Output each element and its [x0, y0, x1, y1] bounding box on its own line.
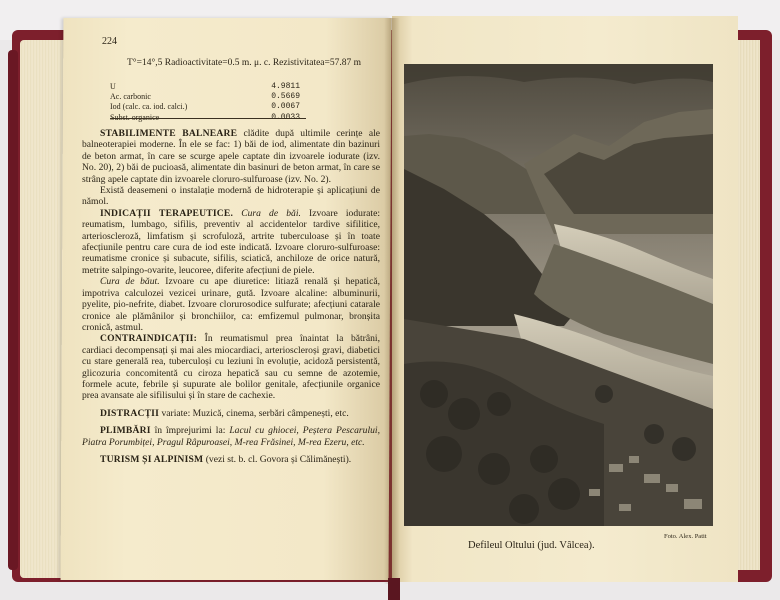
page-number: 224: [102, 36, 117, 47]
cura-baut-text: Izvoare cu ape diuretice: litiază renală și hepatică, impotriva calculozei vezicei urinare, gută. Izvoare alcaline: albuminurii, pyelite, pio-nefrite, diabet. Izvoare clorurosodice sulfurate; afecțiuni catarale cronice ale plămânilor și bronchiilor, ca: emfizemul pulmonar, bronșita cronică, astmul.: [82, 276, 380, 333]
distractii-text: variate: Muzică, cinema, serbări câmpenești, etc.: [161, 407, 349, 419]
indicatii-heading: INDICAȚII TERAPEUTICE.: [100, 207, 234, 219]
composition-value: 4.9811: [271, 82, 300, 91]
cura-baut-heading: Cura de băut.: [100, 276, 160, 288]
photo-caption: Defileul Oltului (jud. Vâlcea).: [468, 540, 595, 551]
cura-bai-heading: Cura de băi.: [241, 207, 301, 219]
plimbari-paragraph: [82, 425, 380, 448]
contraindicatii-paragraph: [82, 333, 380, 401]
indicatii-paragraph: [82, 208, 380, 276]
photo-credit: Foto. Alex. Patit: [664, 533, 707, 540]
valley-illustration: [404, 64, 713, 526]
turism-heading: TURISM ȘI ALPINISM: [100, 453, 204, 465]
book-gutter: [384, 18, 400, 584]
landscape-photo: [404, 64, 713, 526]
plimbari-lead: în împrejurimi la:: [154, 425, 226, 437]
contraindicatii-heading: CONTRAINDICAȚII:: [100, 333, 198, 345]
composition-label: Ac. carbonic: [110, 92, 151, 102]
distractii-heading: DISTRACȚII: [100, 407, 160, 419]
turism-paragraph: [82, 454, 380, 465]
composition-value: 0.0033: [271, 112, 300, 122]
turism-text: (vezi st. b. cl. Govora și Călimănești).: [205, 453, 352, 465]
plimbari-text: Lacul cu ghiocei, Peștera Pescarului, Piatra Porumbiței, Pragul Râpuroasei, M-rea Frăsinei, M-rea Ezeru, etc.: [82, 425, 380, 448]
bookmark-ribbon: [388, 578, 400, 600]
composition-row: [110, 82, 300, 92]
right-page-stack: [736, 40, 760, 570]
distractii-paragraph: [82, 408, 380, 419]
contraindicatii-text: În reumatismul prea înaintat la bătrâni, cardiaci decompensați și mai ales miocardiaci, arterioscleroși gravi, diabetici cu stare generală rea, tuberculoși cu leziuni în evoluție, acidoză persistentă, glicozuria concomitentă cu ciroza hepatică sau cu semne de azotemie, formele acute, febrile și supurate ale bolilor genitale, afecțiunile organice prea avansate ale sifilisului și în stare de cachexie.: [82, 333, 380, 402]
left-page-body: [82, 128, 380, 465]
composition-value: 0.5669: [271, 92, 300, 102]
composition-label: Iod (calc. ca. iod. calci.): [110, 102, 188, 112]
composition-value: 0.0067: [271, 102, 300, 112]
composition-table: [110, 82, 300, 123]
composition-row: [110, 102, 300, 112]
cura-baut-paragraph: [82, 276, 380, 333]
composition-row: [110, 92, 300, 102]
book-cover-edge: [8, 50, 18, 570]
plimbari-heading: PLIMBĂRI: [100, 425, 151, 437]
composition-label: U: [110, 82, 116, 91]
hidroterapie-paragraph: Există deasemeni o instalație modernă de hidroterapie și aplicațiuni de nămol.: [82, 185, 380, 208]
stabilimente-heading: STABILIMENTE BALNEARE: [100, 128, 238, 139]
indicatii-text: Izvoare iodurate: reumatism, lumbago, sifilis, preventiv al accidentelor tardive sifilitice, arterioscleroză, limfatism și scrofuloză, artrite tuberculoase și în toate afecțiunile pentru care cura de iod este indicată. Izvoare cloruro-sulfuroase: reumatisme cronice și subacute, sifilis, sciatică, anchiloze de orice natură, metrite salpingo-ovarite, leucoree, diferite afecțiuni de piele.: [82, 207, 380, 276]
measurements-line: T°=14°,5 Radioactivitate=0.5 m. μ. c. Rezistivitatea=57.87 m: [127, 58, 362, 68]
stabilimente-paragraph: [82, 128, 380, 185]
stabilimente-text: clădite după ultimile cerințe ale balneoterapiei moderne. În ele se fac: 1) băi de iod, alimentate din bazinuri de beton armat, în care se scurge apele captate din izvoarele iodurate (izv. No. 20), 2) băi de pucioasă, alimentate din basinuri de beton armat, în care se strâng apele captate din izvoarele cloruro-sulfuroase (izv. No. 2).: [82, 128, 380, 185]
composition-label: Subst. organice: [110, 112, 160, 122]
composition-rule: [110, 118, 306, 119]
